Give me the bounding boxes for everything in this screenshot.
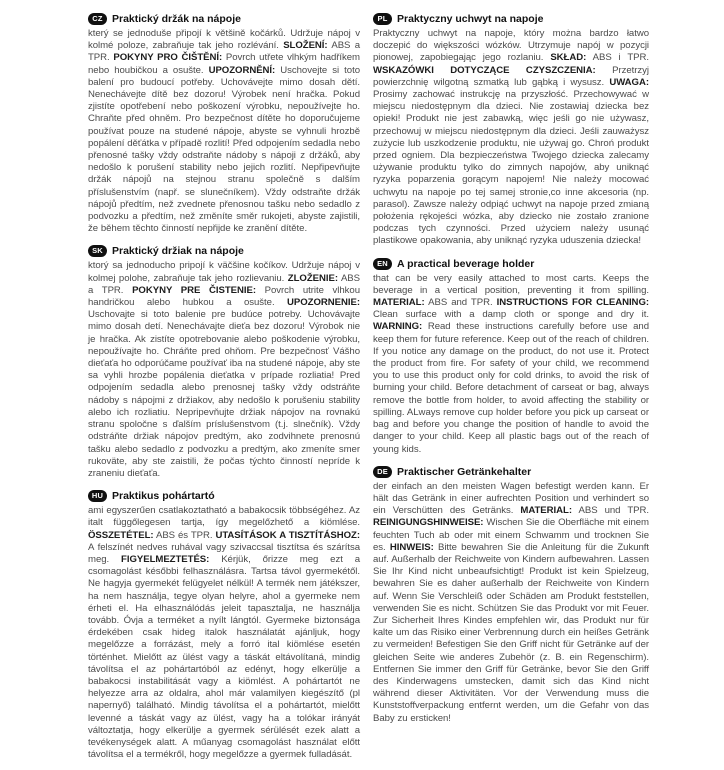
- language-badge-hu: HU: [88, 490, 107, 502]
- instruction-leaflet-page: [88, 12, 649, 770]
- section-cz-body: který se jednoduše připojí k většině kočárků. Udržuje nápoj v kolmé poloze, zabraňuje tak jeho rozlévání. SLOŽENÍ: ABS a TPR. POKYNY PRO ČIŠTĚNÍ: Povrch utřete vlhkým hadříkem nebo houbičkou a osušte. UPOZORNĚNÍ: Uschovejte si toto balení pro budoucí potřeby. Uchovávejte mimo dosah dětí. Nenechávejte dítě bez dozoru! Výrobek není hračka. Pokud zjistíte opotřebení nebo poškození výrobku, nepoužívejte ho. Chraňte před ohněm. Pro bezpečnost dítěte ho doporučujeme používat pouze na studené nápoje, abyste se vyhnuli hrozbě popálení děťátka v případě rozlití! Před odpojením sedadla nebo přenosné tašky vždy odstraňte nádoby s nápoji z držáků, aby nedošlo k porušení stability nebo jejich rozlití. Nepřipevňujte držák nápojů na stejnou stranu společně s dalším příslušenstvím (např. se slunečníkem). Vždy odstraňte držák nápojů předtím, než zvednete přenosnou tašku nebo sedadlo z podvozku a předtím, než změníte směr rukojeti, abyste zajistili, že během těchto činností nepřijde ke zranění dítěte.: [88, 28, 360, 235]
- language-badge-de: DE: [373, 466, 392, 478]
- section-en-body: that can be very easily attached to most carts. Keeps the beverage in a vertical position, preventing it from spilling. MATERIAL: ABS and TPR. INSTRUCTIONS FOR CLEANING: Clean surface with a damp cloth or sponge and dry it. WARNING: Read these instructions carefully before use and keep them for future reference. Keep out of the reach of children. If you notice any damage on the product, do not use it. Protect the product from fire. For safety of your child, we recommend you to use this product only for cold drinks, to avoid the risk of burning your child. Before detachment of carseat or bag, always remove the bottle from holder, to avoid affecting the stability or spilling. ALways remove cup holder before you pick up carseat or bag and before you change the position of handle to avoid the danger to your child. Keep all plastic bags out of the reach of young kids.: [373, 272, 649, 455]
- section-pl-heading: [373, 12, 649, 26]
- section-de: [373, 465, 649, 725]
- section-pl-body: Praktyczny uchwyt na napoje, który można bardzo łatwo doczepić do większości wózków. Utrzymuje napój w pozycji pionowej, zapobiegając jego rozlaniu. SKŁAD: ABS i TPR. WSKAZÓWKI DOTYCZĄCE CZYSZCZENIA: Przetrzyj powierzchnię wilgotną szmatką lub gąbką i wysusz. UWAGA: Prosimy zachować instrukcję na przyszłość. Przechowywać w miejscu niedostępnym dla dzieci. Nie zostawiaj dziecka bez opieki! Produkt nie jest zabawką, więc jeśli go nie używasz, przechowuj w miejscu niedostępnym dla dzieci. Jeśli zauważysz zużycie lub uszkodzenie produktu, nie używaj go. Chroń produkt przed ogniem. Dla bezpieczeństwa Twojego dziecka zalecamy używanie produktu tylko do zimnych napojów, aby uniknąć ryzyka poparzenia gorącym napojem! Nie należy mocować uchwytu na napoje po tej samej stronie,co inne akcesoria (np. parasol). Zawsze należy odpiąć uchwyt na napoje przed zmianą położenia rękojeści wózka, aby dziecko nie zostało zranione podczas tych czynności. Przed użyciem należy usunąć plastikowe opakowania, aby uniknąć ryzyka uduszenia dziecka!: [373, 28, 649, 247]
- section-hu-heading: [88, 489, 360, 503]
- language-badge-cz: CZ: [88, 13, 107, 25]
- section-hu: [88, 489, 360, 761]
- language-badge-en: EN: [373, 258, 392, 270]
- section-pl-title: Praktyczny uchwyt na napoje: [397, 13, 544, 25]
- section-en-heading: [373, 257, 649, 271]
- section-de-body: der einfach an den meisten Wagen befestigt werden kann. Er hält das Getränk in einer aufrechten Position und verhindert so ein Verschütten des Getränks. MATERIAL: ABS und TPR. REINIGUNGSHINWEISE: Wischen Sie die Oberfläche mit einem feuchten Tuch ab oder mit einem Schwamm und trocknen Sie es. HINWEIS: Bitte bewahren Sie die Anleitung für die Zukunft auf. Außerhalb der Reichweite von Kindern aufbewahren. Lassen Sie Ihr Kind nicht unbeaufsichtigt! Produkt ist kein Spielzeug, bewahren Sie es daher außerhalb der Reichweite von Kindern auf. Wenn Sie Verschleiß oder Schäden am Produkt feststellen, verwenden Sie es nicht. Schützen Sie das Produkt vor mit Feuer. Zur Sicherheit Ihres Kindes empfehlen wir, das Produkt nur für kalte um das Risiko einer Verbrennung durch ein heißes Getränk zu vermeiden! Befestigen Sie den Griff nicht für Getränke auf der gleichen Seite wie anderes Zubehör (z. B. ein Regenschirm). Entfernen Sie immer den Griff für Getränke, bevor Sie den Griff des Kinderwagens umstecken, damit sich das Kind nicht während dieser Aktivitäten. Vor der Verwendung muss die Kunststoffverpackung entfernt werden, um die Gefahr von das Baby zu ersticken!: [373, 480, 649, 724]
- section-cz-heading: [88, 12, 360, 26]
- section-cz-title: Praktický držák na nápoje: [112, 13, 241, 25]
- section-hu-title: Praktikus pohártartó: [112, 490, 215, 503]
- section-hu-body: ami egyszerűen csatlakoztatható a babakocsik többségéhez. Az italt függőlegesen tartja, így megelőzhető a kiömlése. ÖSSZETÉTEL: ABS és TPR. UTASÍTÁSOK A TISZTÍTÁSHOZ: A felszínét nedves ruhával vagy szivaccsal tisztítsa és szárítsa meg. FIGYELMEZTETÉS: Kérjük, őrizze meg ezt a csomagolást későbbi felhasználásra. Tartsa távol gyermekétől. Ne hagyja gyermekét felügyelet nélkül! A termék nem játékszer, ha nem használja, tegye olyan helyre, ahol a gyermeke nem érheti el. Ha elhasználódás jeleit tapasztalja, ne használja tovább. Óvja a terméket a nyílt lángtól. Gyermeke biztonsága érdekében csak hideg italok használatát ajánljuk, hogy megelőzze a forrázást, mely a forró ital kiömlése esetén történhet. Mielőtt az ülést vagy a táskát eltávolítaná, mindig távolítsa el az pohártartóból az edényt, hogy elkerülje a babakocsi instabilitását vagy a kiömlést. A pohártartót ne helyezze arra az oldalra, ahol már valamilyen kiegészítő (pl napernyő) található. Mindig távolítsa el a pohártartót, mielőtt levenné a táskát vagy az ülést, vagy ha a tolókar irányát változtatja, hogy elkerülje a gyermek sérülését ezek alatt a tevékenységek alatt. A műanyag csomagolást használat előtt távolítsa el a termékről, hogy megelőzze a gyermek fulladását.: [88, 505, 360, 761]
- section-sk-heading: [88, 244, 360, 258]
- section-en: [373, 257, 649, 456]
- language-badge-pl: PL: [373, 13, 392, 25]
- section-en-title: A practical beverage holder: [397, 257, 535, 270]
- section-cz: [88, 12, 360, 235]
- section-de-title: Praktischer Getränkehalter: [397, 465, 532, 478]
- right-column: [373, 12, 649, 770]
- left-column: [88, 12, 360, 770]
- section-sk: [88, 244, 360, 480]
- language-badge-sk: SK: [88, 245, 107, 257]
- section-pl: [373, 12, 649, 248]
- section-de-heading: [373, 465, 649, 479]
- section-sk-title: Praktický držiak na nápoje: [112, 245, 244, 258]
- section-sk-body: ktorý sa jednoducho pripojí k väčšine kočíkov. Udržuje nápoj v kolmej polohe, zabraňuje tak jeho rozlievaniu. ZLOŽENIE: ABS a TPR. POKYNY PRE ČISTENIE: Povrch utrite vlhkou handričkou alebo hubkou a osušte. UPOZORNENIE: Uschovajte si toto balenie pre budúce potreby. Uchovávajte mimo dosah detí. Nenechávajte dieťa bez dozoru! Výrobok nie je hračka. Ak zistíte opotrebovanie alebo poškodenie výrobku, nepoužívajte ho. Chráňte pred ohňom. Pre bezpečnosť Vášho dieťaťa ho odporúčame používať iba na studené nápoje, aby ste sa vyhli hrozbe popálenia dieťatka v prípade rozliatia! Pred odpojením sedadla alebo prenosnej tašky vždy odstráňte nádoby s nápojmi z držiakov, aby nedošlo k porušeniu stability alebo ich rozliatiu. Nepripevňujte držiak nápojov na rovnakú stranu spoločne s ďalším príslušenstvom (t.j. slnečník). Vždy odstráňte držiak nápojov predtým, ako zodvihnete prenosnú tašku alebo sedadlo z podvozku a predtým, ako zmeníte smer rukoväte, aby ste zaistili, že počas týchto činností nepríde k zraneniu dieťaťa.: [88, 260, 360, 479]
